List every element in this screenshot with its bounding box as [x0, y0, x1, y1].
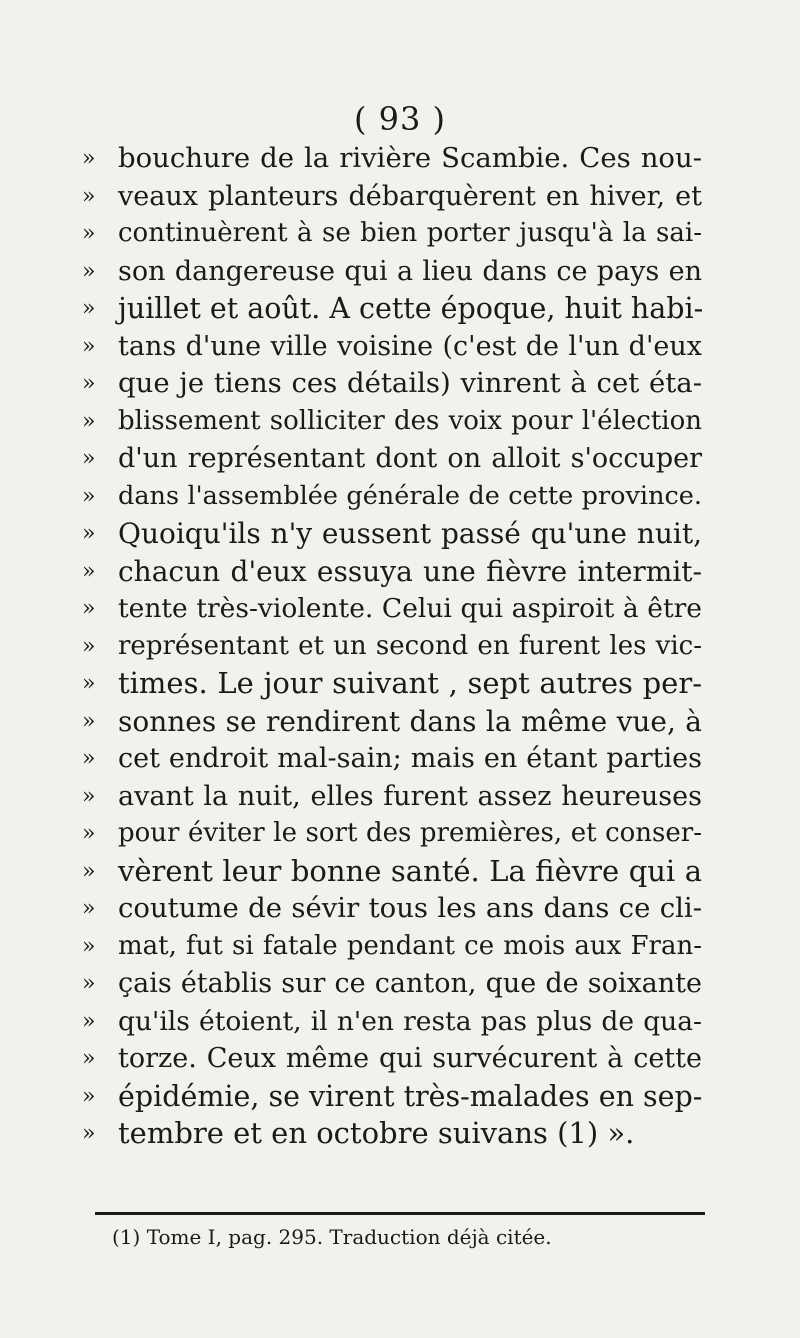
line-text: son dangereuse qui a lieu dans ce pays en [118, 255, 702, 287]
quote-mark: » [82, 1083, 96, 1109]
text-line [82, 890, 702, 928]
line-text: pour éviter le sort des premières, et conser- [118, 818, 702, 848]
body-text [82, 140, 702, 1153]
text-line [82, 478, 702, 516]
line-text: bouchure de la rivière Scambie. Ces nou- [118, 142, 702, 174]
quote-mark: » [82, 596, 96, 621]
line-text: d'un représentant dont on alloit s'occuper [118, 443, 702, 474]
quote-mark: » [82, 783, 96, 809]
text-line [82, 1078, 702, 1116]
line-text: qu'ils étoient, il n'en resta pas plus de qua- [118, 1005, 702, 1037]
page-number: ( 93 ) [353, 100, 447, 138]
text-line [82, 215, 702, 253]
line-text: chacun d'eux essuya une fièvre intermit- [118, 554, 702, 588]
quote-mark: » [82, 408, 96, 434]
text-line [82, 703, 702, 741]
text-line [82, 1003, 702, 1041]
quote-mark: » [82, 446, 96, 471]
quote-mark: » [82, 858, 96, 884]
quote-mark: » [82, 371, 96, 396]
text-line [82, 665, 702, 703]
line-text: blissement solliciter des voix pour l'élection [118, 405, 702, 436]
quote-mark: » [82, 146, 96, 171]
quote-mark: » [82, 971, 96, 996]
line-text: vèrent leur bonne santé. La fièvre qui a [118, 853, 702, 888]
quote-mark: » [82, 296, 96, 321]
text-line [82, 778, 702, 816]
quote-mark: » [82, 746, 96, 771]
line-text: coutume de sévir tous les ans dans ce cli- [118, 892, 702, 924]
line-text: veaux planteurs débarquèrent en hiver, et [118, 180, 702, 212]
text-line [82, 365, 702, 403]
text-line [82, 853, 702, 891]
line-text: que je tiens ces détails) vinrent à cet éta- [118, 367, 702, 399]
text-line [82, 178, 702, 216]
quote-mark: » [82, 896, 96, 921]
line-text: tente très-violente. Celui qui aspiroit à être [118, 593, 702, 624]
text-line [82, 253, 702, 291]
quote-mark: » [82, 708, 96, 734]
text-line [82, 440, 702, 478]
text-line [82, 328, 702, 366]
quote-mark: » [82, 333, 96, 359]
quote-mark: » [82, 671, 96, 696]
text-line [82, 403, 702, 441]
line-text: épidémie, se virent très-malades en sep- [118, 1079, 703, 1113]
quote-mark: » [82, 558, 96, 584]
text-line [82, 928, 702, 966]
text-line [82, 628, 702, 666]
quote-mark: » [82, 483, 96, 509]
text-line [82, 1115, 702, 1153]
text-line [82, 140, 702, 178]
line-text: représentant et un second en furent les vic- [118, 630, 702, 661]
line-text: juillet et août. A cette époque, huit habi- [118, 292, 704, 325]
text-line [82, 815, 702, 853]
text-line [82, 965, 702, 1003]
line-text: tans d'une ville voisine (c'est de l'un d'eux [118, 330, 702, 362]
quote-mark: » [82, 633, 96, 659]
line-text: sonnes se rendirent dans la même vue, à [118, 704, 702, 738]
footnote: (1) Tome I, pag. 295. Traduction déjà citée. [112, 1225, 552, 1249]
line-text: Quoiqu'ils n'y eussent passé qu'une nuit, [118, 517, 702, 550]
quote-mark: » [82, 221, 96, 246]
quote-mark: » [82, 258, 96, 284]
line-text: mat, fut si fatale pendant ce mois aux Fran- [118, 930, 702, 961]
quote-mark: » [82, 521, 96, 546]
quote-mark: » [82, 1121, 96, 1146]
line-text: times. Le jour suivant , sept autres per- [118, 666, 702, 700]
text-line [82, 515, 702, 553]
line-text: avant la nuit, elles furent assez heureuses [118, 780, 702, 812]
line-text: dans l'assemblée générale de cette province. [118, 480, 702, 511]
line-text: torze. Ceux même qui survécurent à cette [118, 1043, 702, 1074]
quote-mark: » [82, 183, 96, 209]
line-text: continuèrent à se bien porter jusqu'à la sai- [118, 218, 702, 248]
quote-mark: » [82, 933, 96, 959]
quote-mark: » [82, 1046, 96, 1071]
text-line [82, 1040, 702, 1078]
line-text: tembre et en octobre suivans (1) ». [118, 1116, 635, 1150]
text-line [82, 590, 702, 628]
footnote-divider [95, 1212, 705, 1215]
quote-mark: » [82, 821, 96, 846]
line-text: çais établis sur ce canton, que de soixante [118, 968, 702, 999]
text-line [82, 553, 702, 591]
line-text: cet endroit mal-sain; mais en étant parties [118, 743, 702, 774]
text-line [82, 740, 702, 778]
text-line [82, 290, 702, 328]
quote-mark: » [82, 1008, 96, 1034]
